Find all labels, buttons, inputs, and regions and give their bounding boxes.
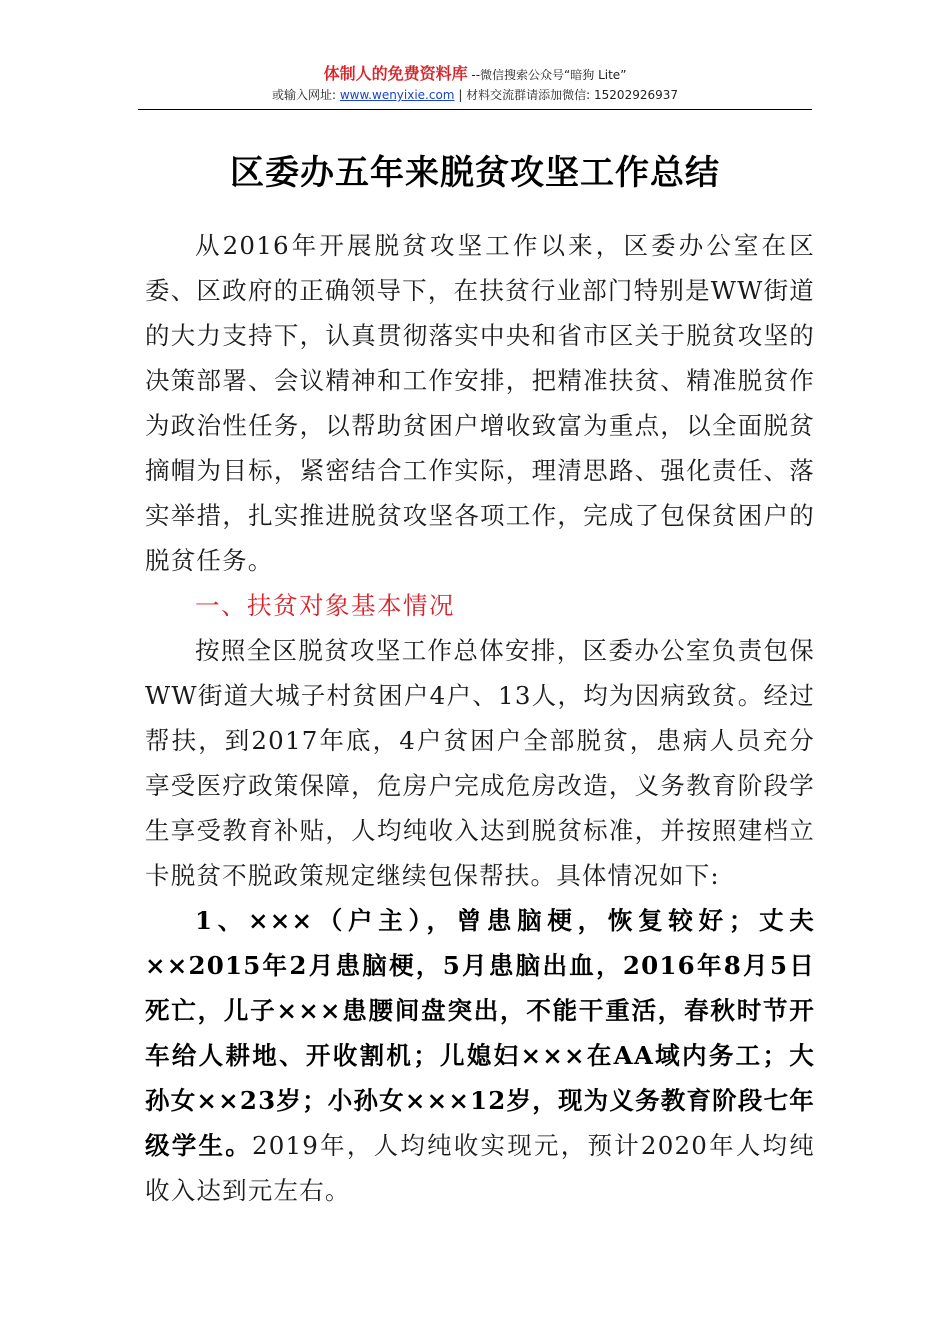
household-item-income: 2019年，人均纯收实现元，预计2020年人均纯收入达到元左右。 [145,1131,815,1205]
document-title: 区委办五年来脱贫攻坚工作总结 [230,153,720,193]
household-item-details: 1、×××（户主），曾患脑梗，恢复较好；丈夫××2015年2月患脑梗，5月患脑出血，2016年8月5日死亡，儿子×××患腰间盘突出，不能干重活，春秋时节开车给人耕地、开收割机；儿媳妇×××在AA域内务工；大孙女××23岁；小孙女×××12岁，现为义务教育阶段七年级学生。 [145,906,815,1160]
header-brand-line [138,64,812,85]
section-heading: 一、扶贫对象基本情况 [195,591,455,620]
header-brand: 体制人的免费资料库 [323,64,468,83]
document-body [145,223,815,1213]
header-contact-line [138,86,812,104]
page-header [138,64,812,104]
header-contact: | 材料交流群请添加微信: 15202926937 [454,88,679,102]
header-divider [138,109,812,110]
household-item [145,898,815,1213]
header-tagline: --微信搜索公众号“暗狗 Lite” [467,68,627,82]
intro-paragraph: 从2016年开展脱贫攻坚工作以来，区委办公室在区委、区政府的正确领导下，在扶贫行业部门特别是WW街道的大力支持下，认真贯彻落实中央和省市区关于脱贫攻坚的决策部署、会议精神和工作安排，把精准扶贫、精准脱贫作为政治性任务，以帮助贫困户增收致富为重点，以全面脱贫摘帽为目标，紧密结合工作实际，理清思路、强化责任、落实举措，扎实推进脱贫攻坚各项工作，完成了包保贫困户的脱贫任务。 [145,231,815,575]
header-url-link[interactable]: www.wenyixie.com [339,88,455,102]
section-paragraph: 按照全区脱贫攻坚工作总体安排，区委办公室负责包保WW街道大城子村贫困户4户、13人，均为因病致贫。经过帮扶，到2017年底，4户贫困户全部脱贫，患病人员充分享受医疗政策保障，危房户完成危房改造，义务教育阶段学生享受教育补贴，人均纯收入达到脱贫标准，并按照建档立卡脱贫不脱政策规定继续包保帮扶。具体情况如下: [145,636,815,890]
header-url-prefix: 或输入网址: [271,88,340,102]
